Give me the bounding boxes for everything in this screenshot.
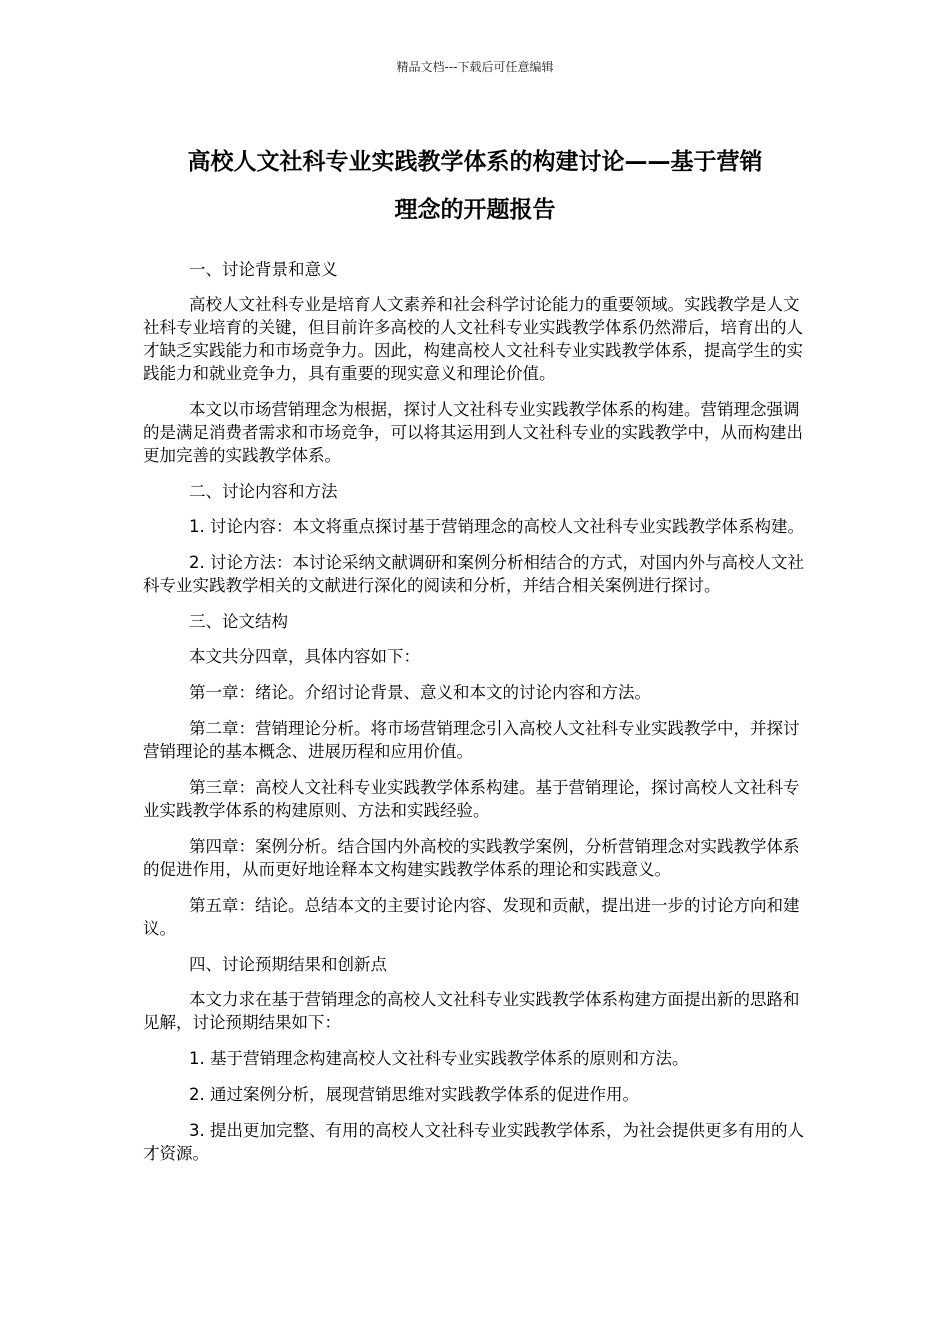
section-heading-background: 一、讨论背景和意义	[189, 260, 338, 279]
paragraph-chapter-4: 第四章：案例分析。结合国内外高校的实践教学案例，分析营销理念对实践教学体系的促进作用，从而更好地诠释本文构建实践教学体系的理论和实践意义。	[143, 837, 800, 879]
paragraph-expected-2: 2. 通过案例分析，展现营销思维对实践教学体系的促进作用。	[189, 1085, 639, 1104]
paragraph-expected-3: 3. 提出更加完整、有用的高校人文社科专业实践教学体系，为社会提供更多有用的人才资源。	[143, 1121, 804, 1163]
section-heading-structure: 三、论文结构	[189, 612, 288, 631]
paragraph-expected-intro: 本文力求在基于营销理念的高校人文社科专业实践教学体系构建方面提出新的思路和见解，讨论预期结果如下：	[143, 990, 800, 1032]
document-body	[143, 258, 805, 1178]
section-heading-expected-results: 四、讨论预期结果和创新点	[189, 955, 387, 974]
paragraph-chapter-3: 第三章：高校人文社科专业实践教学体系构建。基于营销理论，探讨高校人文社科专业实践教学体系的构建原则、方法和实践经验。	[143, 778, 800, 820]
paragraph-expected-1: 1. 基于营销理念构建高校人文社科专业实践教学体系的原则和方法。	[189, 1049, 689, 1068]
title-line-2: 理念的开题报告	[394, 197, 556, 223]
paragraph-research-method: 2. 讨论方法：本讨论采纳文献调研和案例分析相结合的方式，对国内外与高校人文社科专业实践教学相关的文献进行深化的阅读和分析，并结合相关案例进行探讨。	[143, 553, 804, 595]
title-line-1: 高校人文社科专业实践教学体系的构建讨论——基于营销	[187, 149, 763, 175]
document-title	[135, 138, 815, 234]
paragraph-structure-intro: 本文共分四章，具体内容如下：	[189, 647, 420, 666]
paragraph-chapter-2: 第二章：营销理论分析。将市场营销理念引入高校人文社科专业实践教学中，并探讨营销理论的基本概念、进展历程和应用价值。	[143, 719, 800, 761]
paragraph-chapter-1: 第一章：绪论。介绍讨论背景、意义和本文的讨论内容和方法。	[189, 683, 651, 702]
paragraph-research-content: 1. 讨论内容：本文将重点探讨基于营销理念的高校人文社科专业实践教学体系构建。	[189, 517, 804, 536]
section-heading-content-method: 二、讨论内容和方法	[189, 482, 338, 501]
paragraph-marketing-concept: 本文以市场营销理念为根据，探讨人文社科专业实践教学体系的构建。营销理念强调的是满足消费者需求和市场竞争，可以将其运用到人文社科专业的实践教学中，从而构建出更加完善的实践教学体系。	[143, 400, 803, 465]
paragraph-chapter-5: 第五章：结论。总结本文的主要讨论内容、发现和贡献，提出进一步的讨论方向和建议。	[143, 896, 800, 938]
paragraph-background: 高校人文社科专业是培育人文素养和社会科学讨论能力的重要领域。实践教学是人文社科专业培育的关键，但目前许多高校的人文社科专业实践教学体系仍然滞后，培育出的人才缺乏实践能力和市场竞争力。因此，构建高校人文社科专业实践教学体系，提高学生的实践能力和就业竞争力，具有重要的现实意义和理论价值。	[143, 295, 803, 383]
header-note: 精品文档---下载后可任意编辑	[396, 60, 554, 74]
